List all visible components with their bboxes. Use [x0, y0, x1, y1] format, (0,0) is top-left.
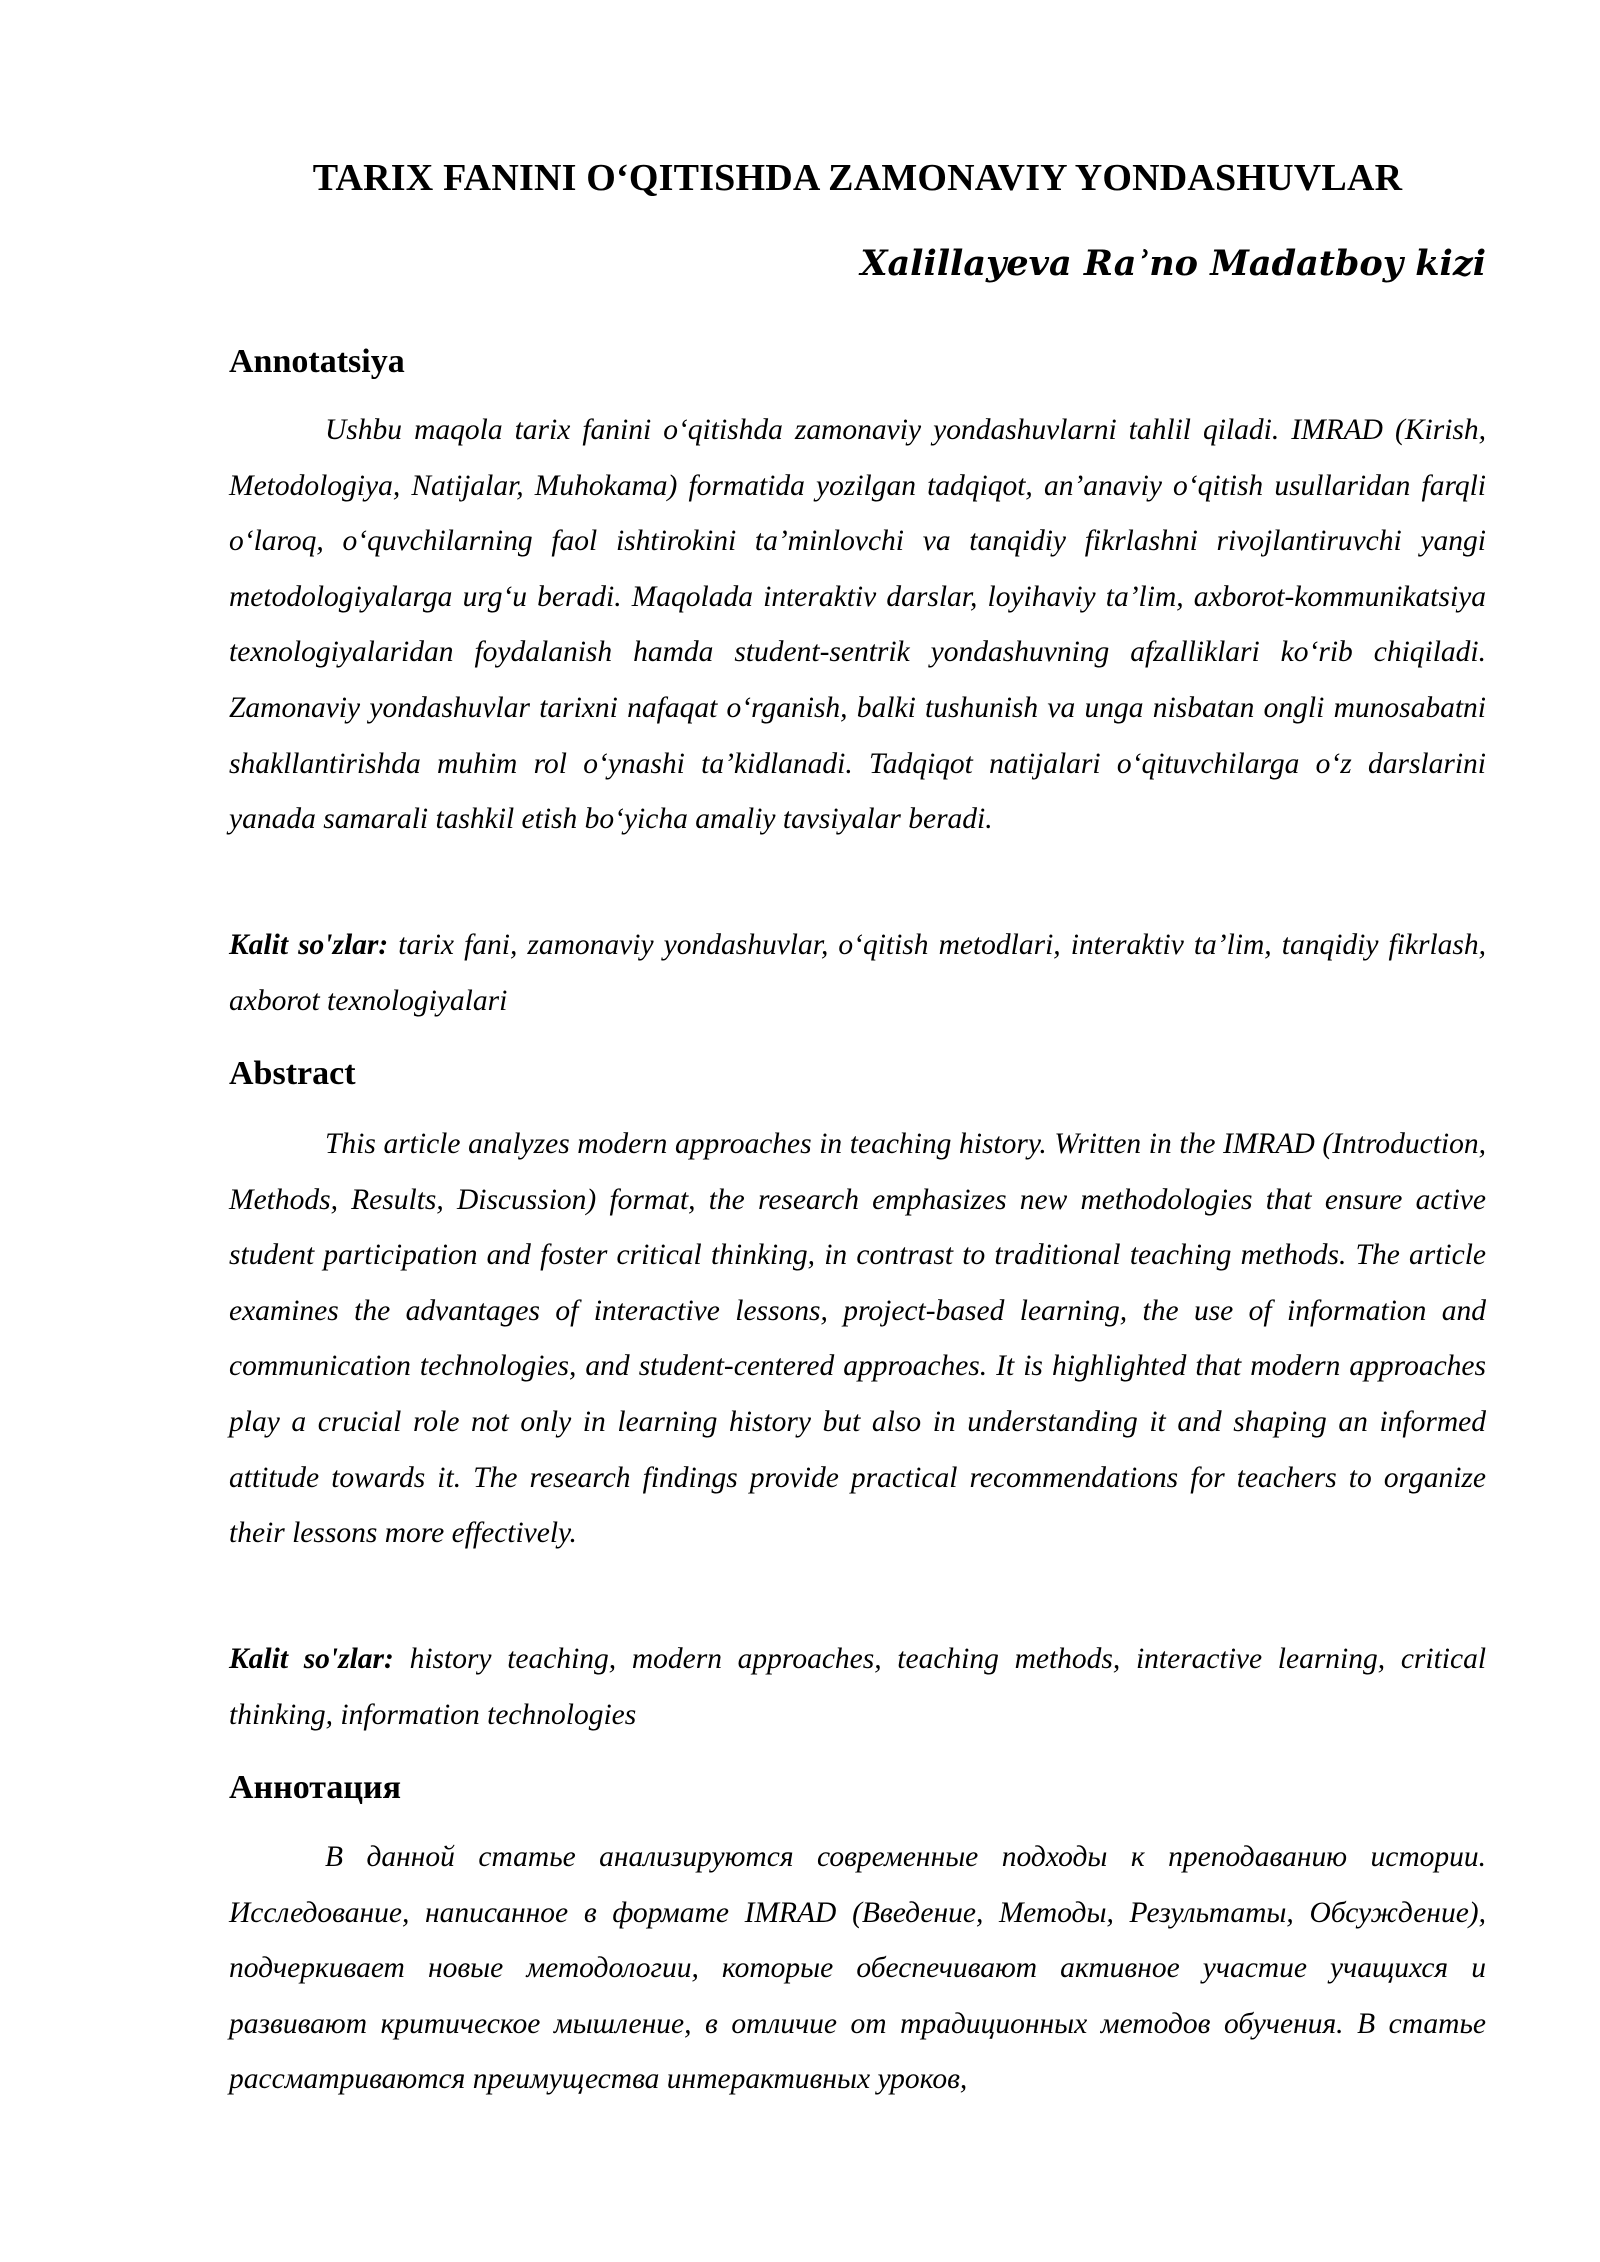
abstract-body: This article analyzes modern approaches in teaching history. Written in the IMRAD (Introduction, Methods, Results, Discussion) format, the research emphasizes new methodologies that ensure active student participation and foster critical thinking, in contrast to traditional teaching methods. The article examines the advantages of interactive lessons, project-based learning, the use of information and communication technologies, and student-centered approaches. It is highlighted that modern approaches play a crucial role not only in learning history but also in understanding it and shaping an informed attitude towards it. The research findings provide practical recommendations for teachers to organize their lessons more effectively. — [229, 1128, 1486, 1550]
author-name: Xalillayeva Raʾno Madatboy kizi — [860, 243, 1486, 284]
annotatsiya-heading: Annotatsiya — [229, 343, 405, 380]
annotatsiya-ru-heading: Аннотация — [229, 1769, 401, 1806]
annotatsiya-ru-body: В данной статье анализируются современные подходы к преподаванию истории. Исследование, написанное в формате IMRAD (Введение, Методы, Результаты, Обсуждение), подчеркивает новые методологии, которые обеспечивают активное участие учащихся и развивают критическое мышление, в отличие от традиционных методов обучения. В статье рассматриваются преимущества интерактивных уроков, — [229, 1841, 1486, 2096]
annotatsiya-keywords — [229, 918, 1486, 1029]
keywords-list: tarix fani, zamonaviy yondashuvlar, o‘qitish metodlari, interaktiv ta’lim, tanqidiy fikrlash, axborot texnologiyalari — [229, 929, 1487, 1017]
abstract-keywords — [229, 1632, 1486, 1743]
keywords-label: Kalit so'zlar: — [229, 929, 389, 961]
article-title: TARIX FANINI O‘QITISHDA ZAMONAVIY YONDASHUVLAR — [312, 157, 1403, 199]
abstract-heading: Abstract — [229, 1055, 356, 1092]
keywords-label: Kalit so'zlar: — [229, 1643, 394, 1675]
annotatsiya-body: Ushbu maqola tarix fanini o‘qitishda zamonaviy yondashuvlarni tahlil qiladi. IMRAD (Kirish, Metodologiya, Natijalar, Muhokama) formatida yozilgan tadqiqot, an’anaviy o‘qitish usullaridan farqli o‘laroq, o‘quvchilarning faol ishtirokini ta’minlovchi va tanqidiy fikrlashni rivojlantiruvchi yangi metodologiyalarga urg‘u beradi. Maqolada interaktiv darslar, loyihaviy ta’lim, axborot-kommunikatsiya texnologiyalaridan foydalanish hamda student-sentrik yondashuvning afzalliklari ko‘rib chiqiladi. Zamonaviy yondashuvlar tarixni nafaqat o‘rganish, balki tushunish va unga nisbatan ongli munosabatni shakllantirishda muhim rol o‘ynashi ta’kidlanadi. Tadqiqot natijalari o‘qituvchilarga o‘z darslarini yanada samarali tashkil etish bo‘yicha amaliy tavsiyalar beradi. — [229, 414, 1486, 836]
keywords-list: history teaching, modern approaches, teaching methods, interactive learning, critical thinking, information technologies — [229, 1643, 1487, 1731]
